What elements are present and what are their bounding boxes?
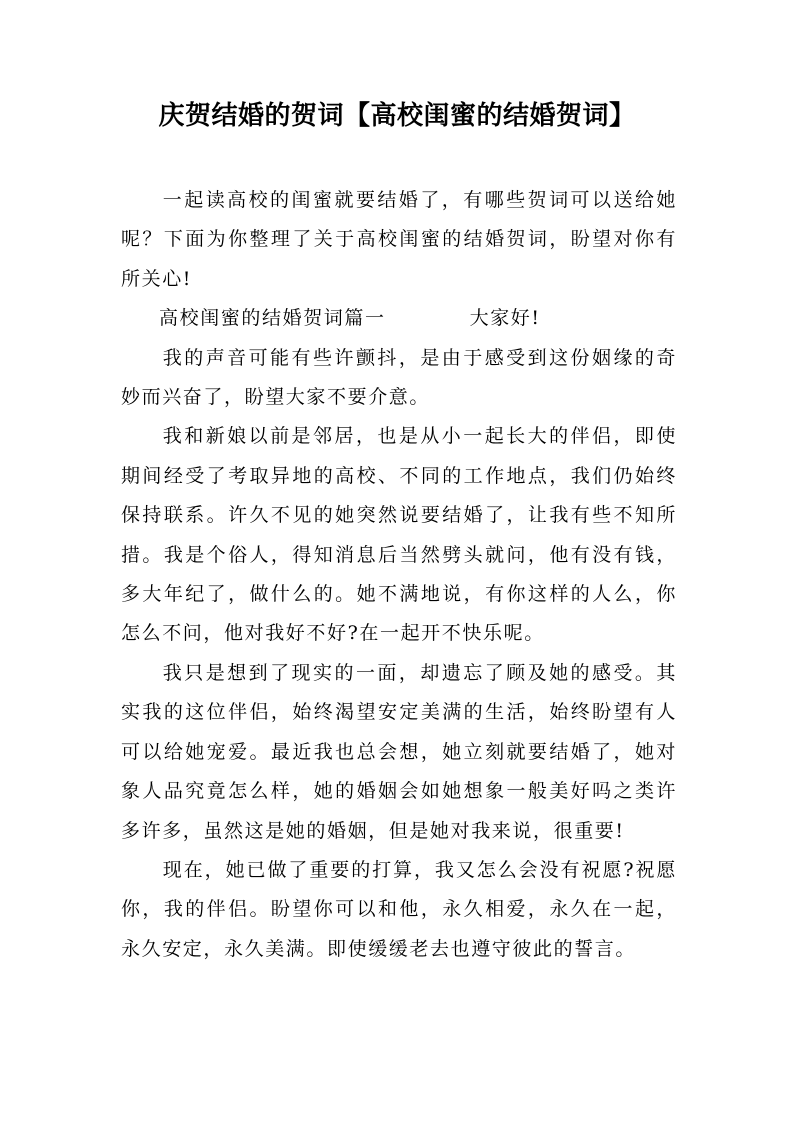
body-paragraph: 现在，她已做了重要的打算，我又怎么会没有祝愿?祝愿你，我的伴侣。盼望你可以和他，永久相爱，永久在一起，永久安定，永久美满。即使缓缓老去也遵守彼此的誓言。 (121, 858, 677, 960)
document-body (121, 181, 677, 969)
section-heading-line (121, 299, 677, 338)
body-paragraph: 我只是想到了现实的一面，却遗忘了顾及她的感受。其实我的这位伴侣，始终渴望安定美满的生活，始终盼望有人可以给她宠爱。最近我也总会想，她立刻就要结婚了，她对象人品究竟怎么样，她的婚姻会如她想象一般美好吗之类许多许多，虽然这是她的婚姻，但是她对我来说，很重要! (121, 661, 677, 842)
body-paragraph: 我和新娘以前是邻居，也是从小一起长大的伴侣，即使期间经受了考取异地的高校、不同的工作地点，我们仍始终保持联系。许久不见的她突然说要结婚了，让我有些不知所措。我是个俗人，得知消息后当然劈头就问，他有没有钱，多大年纪了，做什么的。她不满地说，有你这样的人么，你怎么不问，他对我好不好?在一起开不快乐呢。 (121, 425, 677, 645)
document-title: 庆贺结婚的贺词【高校闺蜜的结婚贺词】 (158, 101, 636, 131)
body-paragraph: 我的声音可能有些许颤抖，是由于感受到这份姻缘的奇妙而兴奋了，盼望大家不要介意。 (121, 346, 677, 409)
greeting-text: 大家好! (469, 307, 541, 330)
section-heading: 高校闺蜜的结婚贺词篇一 (159, 307, 386, 330)
intro-paragraph: 一起读高校的闺蜜就要结婚了，有哪些贺词可以送给她呢？下面为你整理了关于高校闺蜜的结婚贺词，盼望对你有所关心! (121, 189, 677, 290)
